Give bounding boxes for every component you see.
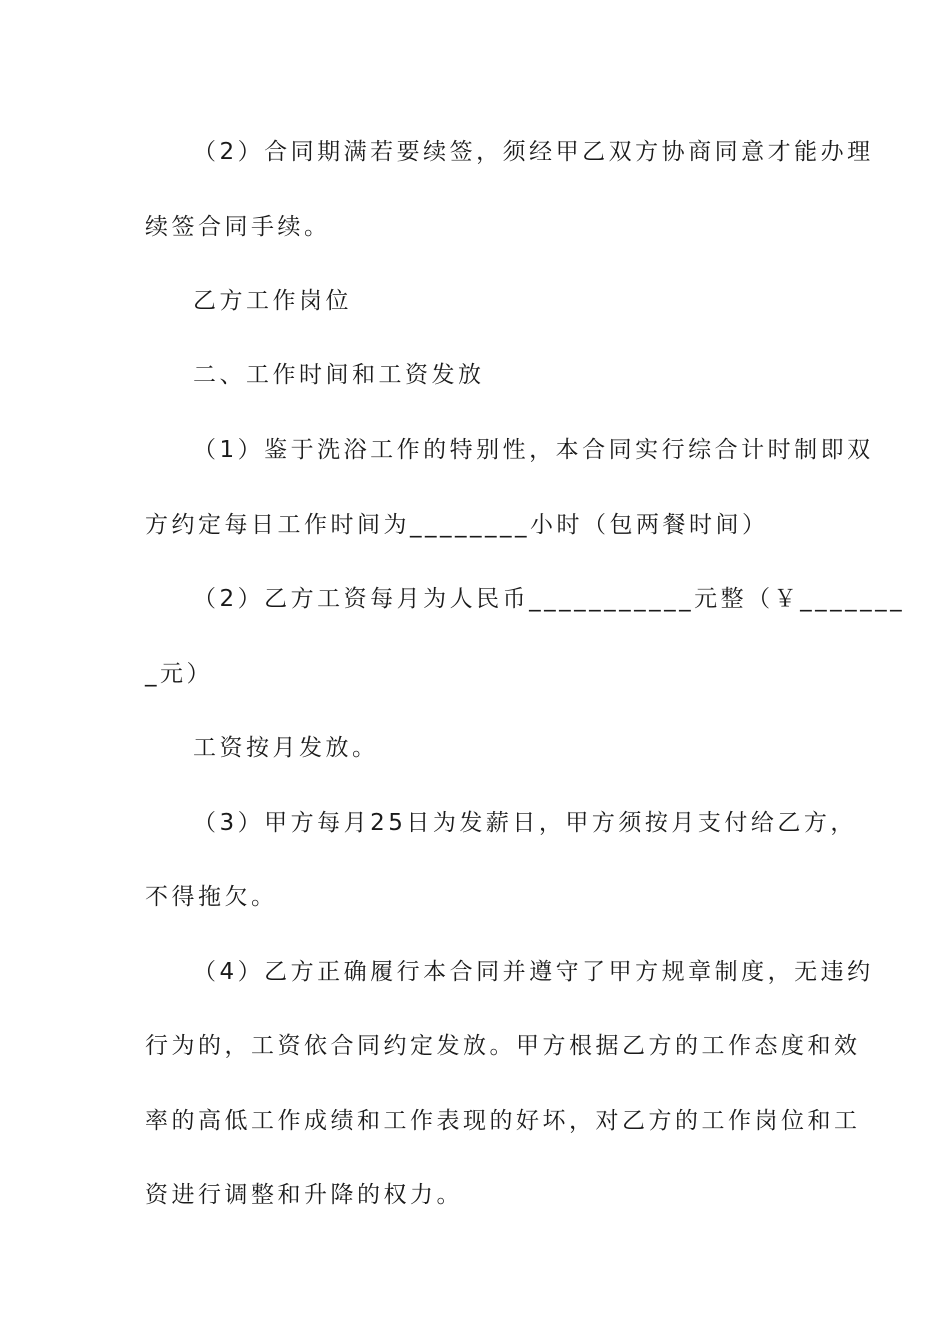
paragraph-line: （3）甲方每月25日为发薪日，甲方须按月支付给乙方， <box>193 810 857 836</box>
paragraph-line: 不得拖欠。 <box>145 884 278 910</box>
paragraph-line: 工资按月发放。 <box>193 735 379 761</box>
section-heading: 二、工作时间和工资发放 <box>193 362 485 388</box>
paragraph-line: （2）乙方工资每月为人民币___________元整（￥_______ <box>193 586 906 612</box>
paragraph-line: 资进行调整和升降的权力。 <box>145 1182 463 1208</box>
paragraph-line: 方约定每日工作时间为________小时（包两餐时间） <box>145 512 769 538</box>
paragraph-line: 行为的，工资依合同约定发放。甲方根据乙方的工作态度和效 <box>145 1033 861 1059</box>
paragraph-line: _元） <box>145 661 213 687</box>
section-heading: 乙方工作岗位 <box>193 288 352 314</box>
paragraph-line: （2）合同期满若要续签，须经甲乙双方协商同意才能办理 <box>193 139 874 165</box>
paragraph-line: 续签合同手续。 <box>145 214 331 240</box>
paragraph-line: （4）乙方正确履行本合同并遵守了甲方规章制度，无违约 <box>193 959 874 985</box>
paragraph-line: 率的高低工作成绩和工作表现的好坏，对乙方的工作岗位和工 <box>145 1108 861 1134</box>
paragraph-line: （1）鉴于洗浴工作的特别性，本合同实行综合计时制即双 <box>193 437 874 463</box>
